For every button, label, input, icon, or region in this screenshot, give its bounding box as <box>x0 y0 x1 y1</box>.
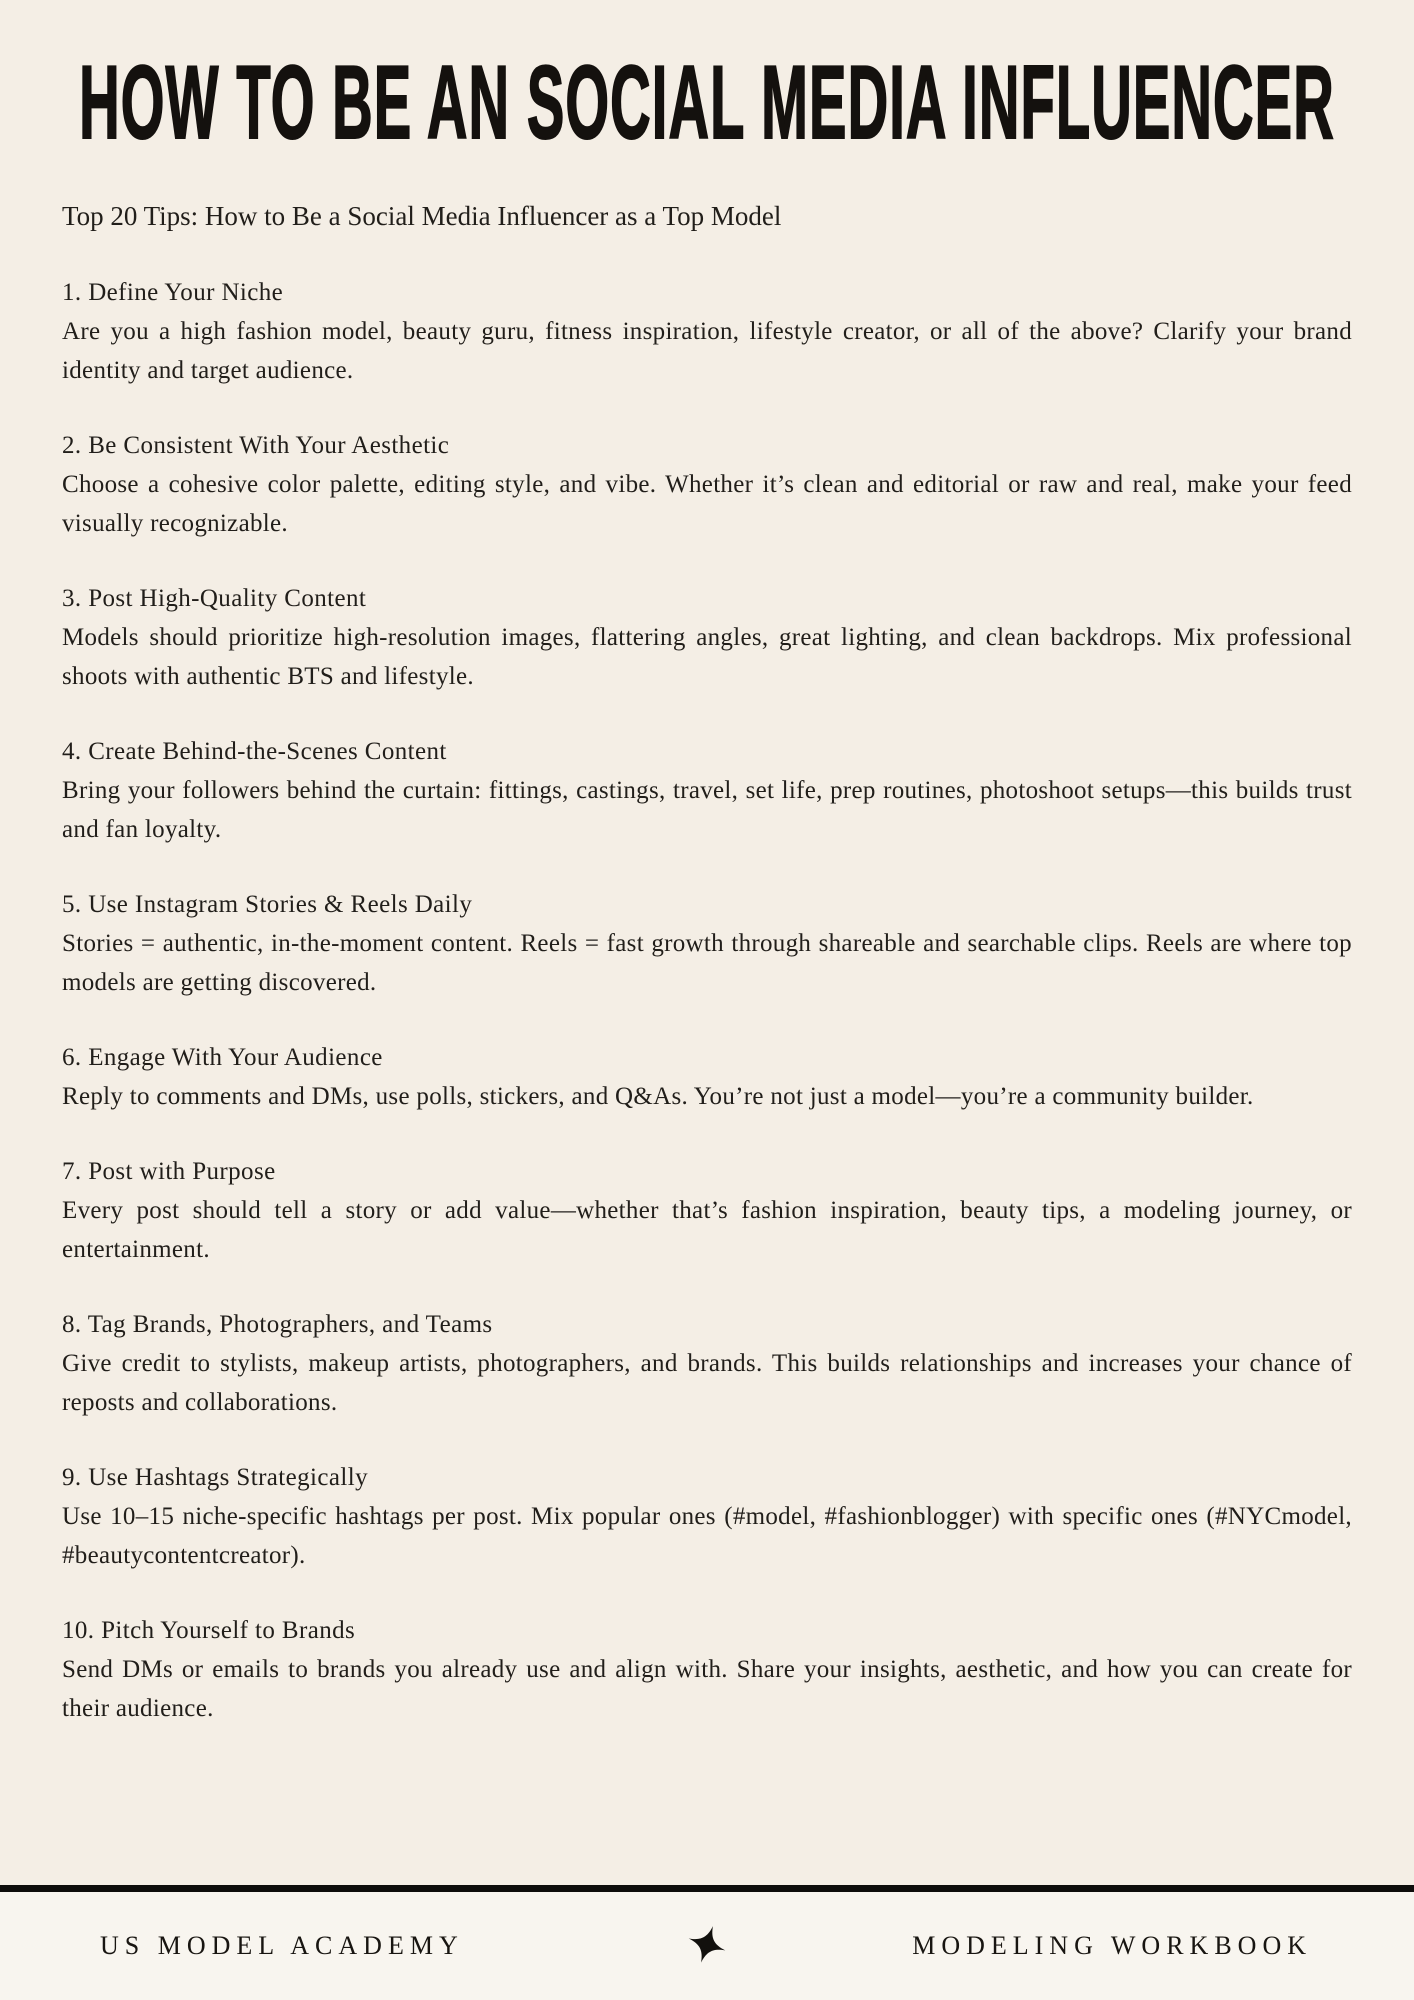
footer-row <box>0 1892 1414 2000</box>
tip-section-4 <box>62 732 1352 849</box>
tip-section-5 <box>62 885 1352 1002</box>
tip-body: Bring your followers behind the curtain: fittings, castings, travel, set life, prep routines, photoshoot setups—this builds trust and fan loyalty. <box>62 777 1352 843</box>
tip-heading: 6. Engage With Your Audience <box>62 1044 383 1071</box>
tips-list <box>62 273 1352 1728</box>
sparkle-icon <box>682 1919 732 1969</box>
tip-heading: 3. Post High-Quality Content <box>62 585 367 612</box>
tip-body: Stories = authentic, in-the-moment content. Reels = fast growth through shareable and searchable clips. Reels are where top models are getting discovered. <box>62 930 1352 996</box>
tip-section-1 <box>62 273 1352 390</box>
tip-heading: 10. Pitch Yourself to Brands <box>62 1617 356 1644</box>
page-title-text: HOW TO BE AN SOCIAL MEDIA INFLUENCER <box>79 45 1335 161</box>
tip-body: Choose a cohesive color palette, editing style, and vibe. Whether it’s clean and editorial or raw and real, make your feed visually recognizable. <box>62 471 1352 537</box>
tip-section-3 <box>62 579 1352 696</box>
tip-heading: 2. Be Consistent With Your Aesthetic <box>62 432 450 459</box>
tip-heading: 1. Define Your Niche <box>62 279 284 306</box>
tip-section-10 <box>62 1611 1352 1728</box>
tip-section-9 <box>62 1458 1352 1575</box>
tip-section-2 <box>62 426 1352 543</box>
tip-body: Models should prioritize high-resolution images, flattering angles, great lighting, and clean backdrops. Mix professional shoots with authentic BTS and lifestyle. <box>62 624 1352 690</box>
tip-body: Send DMs or emails to brands you already use and align with. Share your insights, aesthetic, and how you can create for their audience. <box>62 1656 1352 1722</box>
subtitle: Top 20 Tips: How to Be a Social Media Influencer as a Top Model <box>62 201 782 231</box>
tip-body: Reply to comments and DMs, use polls, stickers, and Q&As. You’re not just a model—you’re a community builder. <box>62 1083 1254 1110</box>
page-footer <box>0 1885 1414 2000</box>
footer-workbook-text: MODELING WORKBOOK <box>912 1931 1312 1960</box>
tip-section-8 <box>62 1305 1352 1422</box>
tip-body: Use 10–15 niche-specific hashtags per post. Mix popular ones (#model, #fashionblogger) with specific ones (#NYCmodel, #beautycontentcreator). <box>62 1503 1352 1569</box>
tip-heading: 5. Use Instagram Stories & Reels Daily <box>62 891 473 918</box>
tip-body: Every post should tell a story or add value—whether that’s fashion inspiration, beauty tips, a modeling journey, or entertainment. <box>62 1197 1352 1263</box>
tip-body: Are you a high fashion model, beauty guru, fitness inspiration, lifestyle creator, or all of the above? Clarify your brand identity and target audience. <box>62 318 1352 384</box>
footer-brand-text: US MODEL ACADEMY <box>100 1931 464 1960</box>
tip-section-7 <box>62 1152 1352 1269</box>
footer-divider-rule <box>0 1885 1414 1892</box>
tip-heading: 8. Tag Brands, Photographers, and Teams <box>62 1311 493 1338</box>
tip-heading: 4. Create Behind-the-Scenes Content <box>62 738 447 765</box>
tip-heading: 7. Post with Purpose <box>62 1158 276 1185</box>
page-title <box>0 45 1414 173</box>
tip-body: Give credit to stylists, makeup artists, photographers, and brands. This builds relationships and increases your chance of reposts and collaborations. <box>62 1350 1352 1416</box>
tip-heading: 9. Use Hashtags Strategically <box>62 1464 368 1491</box>
tip-section-6 <box>62 1038 1352 1116</box>
